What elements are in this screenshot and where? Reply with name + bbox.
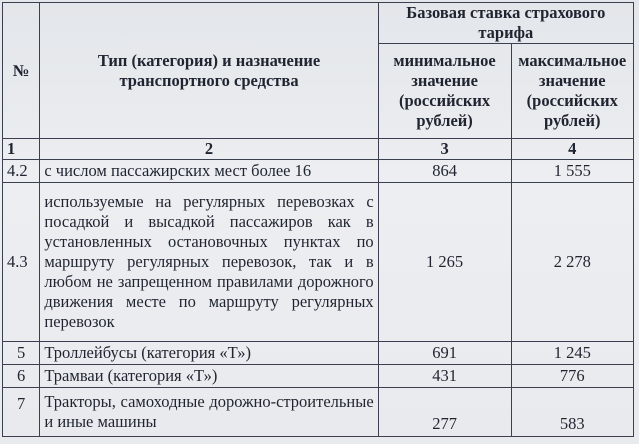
row-max-rate: 1 555 <box>511 160 634 183</box>
row-description: используемые на регулярных перевозках с посадкой и высадкой пассажиров как в установленных остановочных пунктах по маршруту регулярных перевозок, так и в любом не запрещенном правилами дорожного движения месте по маршруту регулярных перевозок <box>40 183 378 342</box>
row-min-rate: 864 <box>378 160 511 183</box>
row-max-rate: 583 <box>511 388 634 437</box>
table-row <box>3 388 634 437</box>
header-min-value: минимальное значение (российских рублей) <box>378 44 511 139</box>
table-row <box>3 365 634 388</box>
column-index: 3 <box>378 139 511 160</box>
row-min-rate: 431 <box>378 365 511 388</box>
column-index: 2 <box>40 139 378 160</box>
column-index: 4 <box>511 139 634 160</box>
row-min-rate: 277 <box>378 388 511 437</box>
row-number: 4.2 <box>3 160 40 183</box>
row-description: Трамваи (категория «Т») <box>40 365 378 388</box>
table-row <box>3 342 634 365</box>
row-number: 7 <box>3 388 40 437</box>
table-row <box>3 183 634 342</box>
row-description: с числом пассажирских мест более 16 <box>40 160 378 183</box>
row-number: 5 <box>3 342 40 365</box>
row-number: 4.3 <box>3 183 40 342</box>
table-row <box>3 160 634 183</box>
row-number: 6 <box>3 365 40 388</box>
row-max-rate: 1 245 <box>511 342 634 365</box>
header-vehicle-type: Тип (категория) и назначение транспортного средства <box>40 3 378 139</box>
header-max-value: максимальное значение (российских рублей) <box>511 44 634 139</box>
header-number: № <box>3 3 40 139</box>
row-max-rate: 2 278 <box>511 183 634 342</box>
column-index: 1 <box>3 139 40 160</box>
row-max-rate: 776 <box>511 365 634 388</box>
row-min-rate: 1 265 <box>378 183 511 342</box>
column-index-row <box>3 139 634 160</box>
header-base-rate: Базовая ставка страхового тарифа <box>378 3 633 44</box>
insurance-rate-table <box>2 2 634 437</box>
row-min-rate: 691 <box>378 342 511 365</box>
row-description: Тракторы, самоходные дорожно-строительные и иные машины <box>40 388 378 437</box>
row-description: Троллейбусы (категория «Т») <box>40 342 378 365</box>
